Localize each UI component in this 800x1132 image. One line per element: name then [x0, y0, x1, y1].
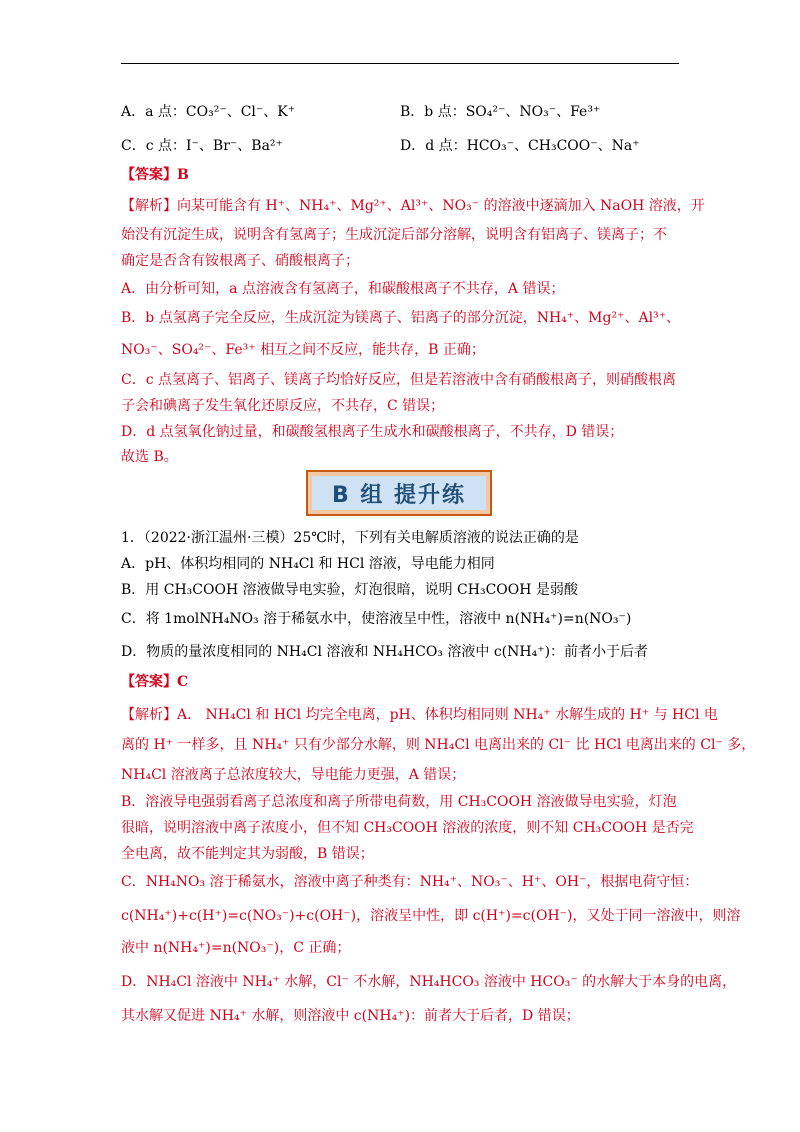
q1-analysis-line: 【解析】A． NH₄Cl 和 HCl 均完全电离，pH、体积均相同则 NH₄⁺ 水解生成的 H⁺ 与 HCl 电	[121, 707, 718, 723]
prev-option-d: D．d 点：HCO₃⁻、CH₃COO⁻、Na⁺	[400, 138, 640, 154]
q1-analysis-line: 其水解又促进 NH₄⁺ 水解，则溶液中 c(NH₄⁺)：前者大于后者，D 错误；	[121, 1008, 580, 1024]
prev-analysis-line: A．由分析可知，a 点溶液含有氢离子，和碳酸根离子不共存，A 错误；	[121, 281, 565, 297]
q1-option-b: B．用 CH₃COOH 溶液做导电实验，灯泡很暗，说明 CH₃COOH 是弱酸	[121, 582, 578, 598]
q1-analysis-line: 液中 n(NH₄⁺)=n(NO₃⁻)，C 正确；	[121, 940, 351, 956]
q1-option-c: C．将 1molNH₄NO₃ 溶于稀氨水中，使溶液呈中性，溶液中 n(NH₄⁺)=n(NO₃⁻)	[121, 611, 632, 627]
prev-option-c: C．c 点：I⁻、Br⁻、Ba²⁺	[121, 138, 283, 154]
q1-analysis-line: 离的 H⁺ 一样多，且 NH₄⁺ 只有少部分水解，则 NH₄Cl 电离出来的 Cl⁻ 比 HCl 电离出来的 Cl⁻ 多，	[121, 737, 756, 753]
section-title: B 组 提升练	[312, 476, 486, 510]
q1-analysis-line: c(NH₄⁺)+c(H⁺)=c(NO₃⁻)+c(OH⁻)，溶液呈中性，即 c(H⁺)=c(OH⁻)，又处于同一溶液中，则溶	[121, 908, 741, 924]
prev-analysis-line: D．d 点氢氧化钠过量，和碳酸氢根离子生成水和碳酸根离子，不共存，D 错误；	[121, 424, 624, 440]
prev-analysis-line: B．b 点氢离子完全反应，生成沉淀为镁离子、铝离子的部分沉淀，NH₄⁺、Mg²⁺、Al³⁺、	[121, 310, 681, 326]
prev-option-b: B．b 点：SO₄²⁻、NO₃⁻、Fe³⁺	[400, 104, 601, 120]
prev-analysis-line: 【解析】向某可能含有 H⁺、NH₄⁺、Mg²⁺、Al³⁺、NO₃⁻ 的溶液中逐滴加入 NaOH 溶液，开	[121, 198, 705, 214]
section-badge	[306, 470, 492, 516]
prev-analysis-line: 始没有沉淀生成，说明含有氢离子；生成沉淀后部分溶解，说明含有铝离子、镁离子；不	[121, 227, 667, 243]
prev-analysis-line: 故选 B。	[121, 449, 178, 465]
q1-analysis-line: B．溶液导电强弱看离子总浓度和离子所带电荷数，用 CH₃COOH 溶液做导电实验，灯泡	[121, 794, 677, 810]
prev-analysis-line: 子会和碘离子发生氧化还原反应，不共存，C 错误；	[121, 398, 445, 414]
q1-analysis-line: 全电离，故不能判定其为弱酸，B 错误；	[121, 846, 374, 862]
q1-analysis-line: C．NH₄NO₃ 溶于稀氨水，溶液中离子种类有：NH₄⁺、NO₃⁻、H⁺、OH⁻，根据电荷守恒：	[121, 874, 699, 890]
q1-analysis-line: NH₄Cl 溶液离子总浓度较大，导电能力更强，A 错误；	[121, 767, 466, 783]
prev-option-a: A．a 点：CO₃²⁻、Cl⁻、K⁺	[121, 104, 296, 120]
header-rule	[121, 63, 679, 64]
prev-analysis-line: 确定是否含有铵根离子、硝酸根离子；	[121, 253, 359, 269]
q1-stem: 1．（2022·浙江温州·三模）25℃时，下列有关电解质溶液的说法正确的是	[121, 530, 579, 546]
q1-option-a: A．pH、体积均相同的 NH₄Cl 和 HCl 溶液，导电能力相同	[121, 556, 495, 572]
q1-option-d: D．物质的量浓度相同的 NH₄Cl 溶液和 NH₄HCO₃ 溶液中 c(NH₄⁺)：前者小于后者	[121, 644, 649, 660]
prev-analysis-line: NO₃⁻、SO₄²⁻、Fe³⁺ 相互之间不反应，能共存，B 正确；	[121, 342, 485, 358]
q1-answer: 【答案】C	[121, 674, 189, 690]
q1-analysis-line: D．NH₄Cl 溶液中 NH₄⁺ 水解，Cl⁻ 不水解，NH₄HCO₃ 溶液中 HCO₃⁻ 的水解大于本身的电离，	[121, 974, 737, 990]
prev-answer: 【答案】B	[121, 167, 189, 183]
q1-analysis-line: 很暗，说明溶液中离子浓度小，但不知 CH₃COOH 溶液的浓度，则不知 CH₃COOH 是否完	[121, 820, 694, 836]
prev-analysis-line: C．c 点氢离子、铝离子、镁离子均恰好反应，但是若溶液中含有硝酸根离子，则硝酸根离	[121, 372, 677, 388]
